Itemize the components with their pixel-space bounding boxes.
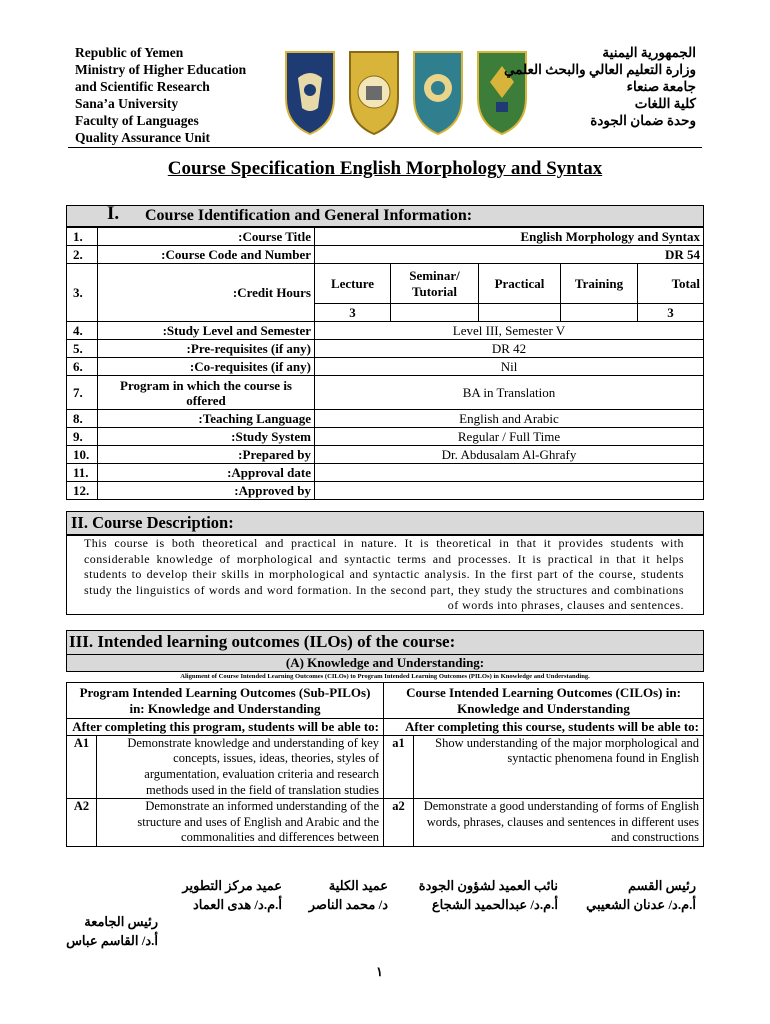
row-number: 2. [67, 246, 98, 264]
row-label: :Study Level and Semester [98, 322, 315, 340]
table-row [67, 799, 704, 847]
table-row [67, 358, 704, 376]
pilo-intro: After completing this program, students will be able to: [67, 719, 384, 736]
signature-title: نائب العميد لشؤون الجودة [418, 878, 558, 893]
pilo-text: Demonstrate knowledge and understanding of key concepts, issues, ideas, theories, styles of argumentation, evaluation criteria and research methods used in the field of translation studies [97, 735, 384, 798]
row-value: Regular / Full Time [315, 428, 704, 446]
signature-name: أ.م.د/ عبدالحميد الشجاع [431, 897, 558, 912]
signature-development-center-dean [182, 876, 282, 914]
row-label: :Course Title [98, 228, 315, 246]
header-english-line: Faculty of Languages [75, 113, 199, 128]
row-number: 11. [67, 464, 98, 482]
signature-title: عميد مركز التطوير [182, 878, 282, 893]
table-row [67, 410, 704, 428]
row-label: :Approved by [98, 482, 315, 500]
page-number: ١ [376, 964, 383, 979]
table-intro-row [67, 719, 704, 736]
signature-university-president [66, 912, 158, 950]
row-value: Level III, Semester V [315, 322, 704, 340]
row-label: :Study System [98, 428, 315, 446]
row-number: 1. [67, 228, 98, 246]
table-row [67, 428, 704, 446]
row-label: :Teaching Language [98, 410, 315, 428]
table-row [67, 735, 704, 798]
row-value: English and Arabic [315, 410, 704, 428]
row-value [315, 464, 704, 482]
cilo-code: a2 [384, 799, 414, 847]
knowledge-subheading: (A) Knowledge and Understanding: [66, 655, 704, 672]
signature-title: عميد الكلية [328, 878, 388, 893]
university-logo-2 [346, 48, 402, 136]
header-divider [68, 147, 702, 148]
row-label: :Course Code and Number [98, 246, 315, 264]
row-label: :Co-requisites (if any) [98, 358, 315, 376]
table-row [67, 446, 704, 464]
row-number: 6. [67, 358, 98, 376]
signature-name: د/ محمد الناصر [308, 897, 388, 912]
table-row [67, 340, 704, 358]
row-value: English Morphology and Syntax [315, 228, 704, 246]
row-value [315, 482, 704, 500]
row-number: 12. [67, 482, 98, 500]
credit-value-lecture: 3 [315, 304, 391, 322]
row-number: 7. [67, 376, 98, 410]
cilo-text: Show understanding of the major morphological and syntactic phenomena found in English [414, 735, 704, 798]
section-2-title: II. Course Description: [71, 513, 234, 532]
table-row [67, 228, 704, 246]
row-number: 10. [67, 446, 98, 464]
header-arabic-line: الجمهورية اليمنية [602, 45, 696, 60]
header-english-line: Republic of Yemen [75, 45, 184, 60]
table-row [67, 376, 704, 410]
header-arabic-line: وزارة التعليم العالي والبحث العلمي [503, 62, 696, 77]
credit-header-total: Total [638, 264, 704, 304]
course-description-text: This course is both theoretical and practical in nature. It is theoretical in that it provides students with considerable knowledge of morphological and syntactic terms and processes. It is practical in that it helps students to develop their skills in morphological and syntactic analysis. In the first part of the course, students study the linguistics of words and word formation. In the second part, they study the structures and combinations of words into phrases, clauses and sentences. [84, 536, 684, 612]
pilo-code: A1 [67, 735, 97, 798]
header-english-line: and Scientific Research [75, 79, 210, 94]
credit-header-lecture: Lecture [315, 264, 391, 304]
credit-header-practical: Practical [479, 264, 561, 304]
row-value: DR 42 [315, 340, 704, 358]
table-row [67, 482, 704, 500]
header-english-line: Quality Assurance Unit [75, 130, 211, 145]
cilo-code: a1 [384, 735, 414, 798]
header-arabic-block [504, 44, 696, 129]
document-title: Course Specification English Morphology and Syntax [167, 158, 603, 179]
row-value: BA in Translation [315, 376, 704, 410]
row-number: 5. [67, 340, 98, 358]
credit-hours-header-row [67, 264, 704, 304]
section-1-numeral: I. [107, 203, 120, 224]
signature-quality-vice-dean [419, 876, 558, 914]
section-1-title: Course Identification and General Information: [145, 207, 473, 224]
cilo-text: Demonstrate a good understanding of forms of English words, phrases, clauses and sentences in different uses and constructions [414, 799, 704, 847]
pilo-text: Demonstrate an informed understanding of the structure and uses of English and Arabic and the commonalities and differences between [97, 799, 384, 847]
header-arabic-line: جامعة صنعاء [626, 79, 696, 94]
header-english-line: Sana’a University [75, 96, 179, 111]
alignment-note: Alignment of Course Intended Learning Outcomes (CILOs) to Program Intended Learning Outcomes (PILOs) in Knowledge and Understanding. [180, 673, 590, 680]
credit-header-training: Training [561, 264, 638, 304]
credit-value-total: 3 [638, 304, 704, 322]
row-value: Dr. Abdusalam Al-Ghrafy [315, 446, 704, 464]
row-label: :Credit Hours [98, 264, 315, 322]
header-arabic-line: كلية اللغات [634, 96, 696, 111]
row-value: Nil [315, 358, 704, 376]
signature-title: رئيس الجامعة [84, 914, 158, 929]
signature-name: أ.م.د/ هدى العماد [192, 897, 282, 912]
signature-name: أ.م.د/ عدنان الشعيبي [586, 897, 696, 912]
header-english-block [75, 44, 246, 146]
row-label: Program in which the course is offered [98, 376, 315, 410]
header-english-line: Ministry of Higher Education [75, 62, 247, 77]
university-logo-1 [282, 48, 338, 136]
credit-value-training [561, 304, 638, 322]
page-header [0, 0, 770, 150]
row-number: 9. [67, 428, 98, 446]
section-1-heading [66, 205, 704, 227]
table-row [67, 246, 704, 264]
row-number: 3. [67, 264, 98, 322]
pilo-header: Program Intended Learning Outcomes (Sub-PILOs) in: Knowledge and Understanding [67, 683, 384, 719]
table-header-row [67, 683, 704, 719]
course-identification-table [66, 227, 704, 500]
row-label: :Prepared by [98, 446, 315, 464]
table-row [67, 464, 704, 482]
ilo-alignment-table [66, 682, 704, 847]
credit-value-practical [479, 304, 561, 322]
section-2-heading [66, 511, 704, 535]
pilo-code: A2 [67, 799, 97, 847]
cilo-header: Course Intended Learning Outcomes (CILOs) in: Knowledge and Understanding [384, 683, 704, 719]
row-label: :Approval date [98, 464, 315, 482]
table-row [67, 322, 704, 340]
credit-header-seminar: Seminar/ Tutorial [391, 264, 479, 304]
signature-name: أ.د/ القاسم عباس [66, 933, 158, 948]
row-number: 4. [67, 322, 98, 340]
signature-faculty-dean [309, 876, 388, 914]
section-3-heading [66, 630, 704, 655]
cilo-intro: After completing this course, students will be able to: [384, 719, 704, 736]
credit-value-seminar [391, 304, 479, 322]
row-value: DR 54 [315, 246, 704, 264]
row-label: :Pre-requisites (if any) [98, 340, 315, 358]
header-arabic-line: وحدة ضمان الجودة [590, 113, 696, 128]
row-number: 8. [67, 410, 98, 428]
university-logo-3 [410, 48, 466, 136]
signature-department-head [586, 876, 696, 914]
signature-title: رئيس القسم [627, 878, 696, 893]
section-3-title: III. Intended learning outcomes (ILOs) of the course: [69, 632, 456, 651]
